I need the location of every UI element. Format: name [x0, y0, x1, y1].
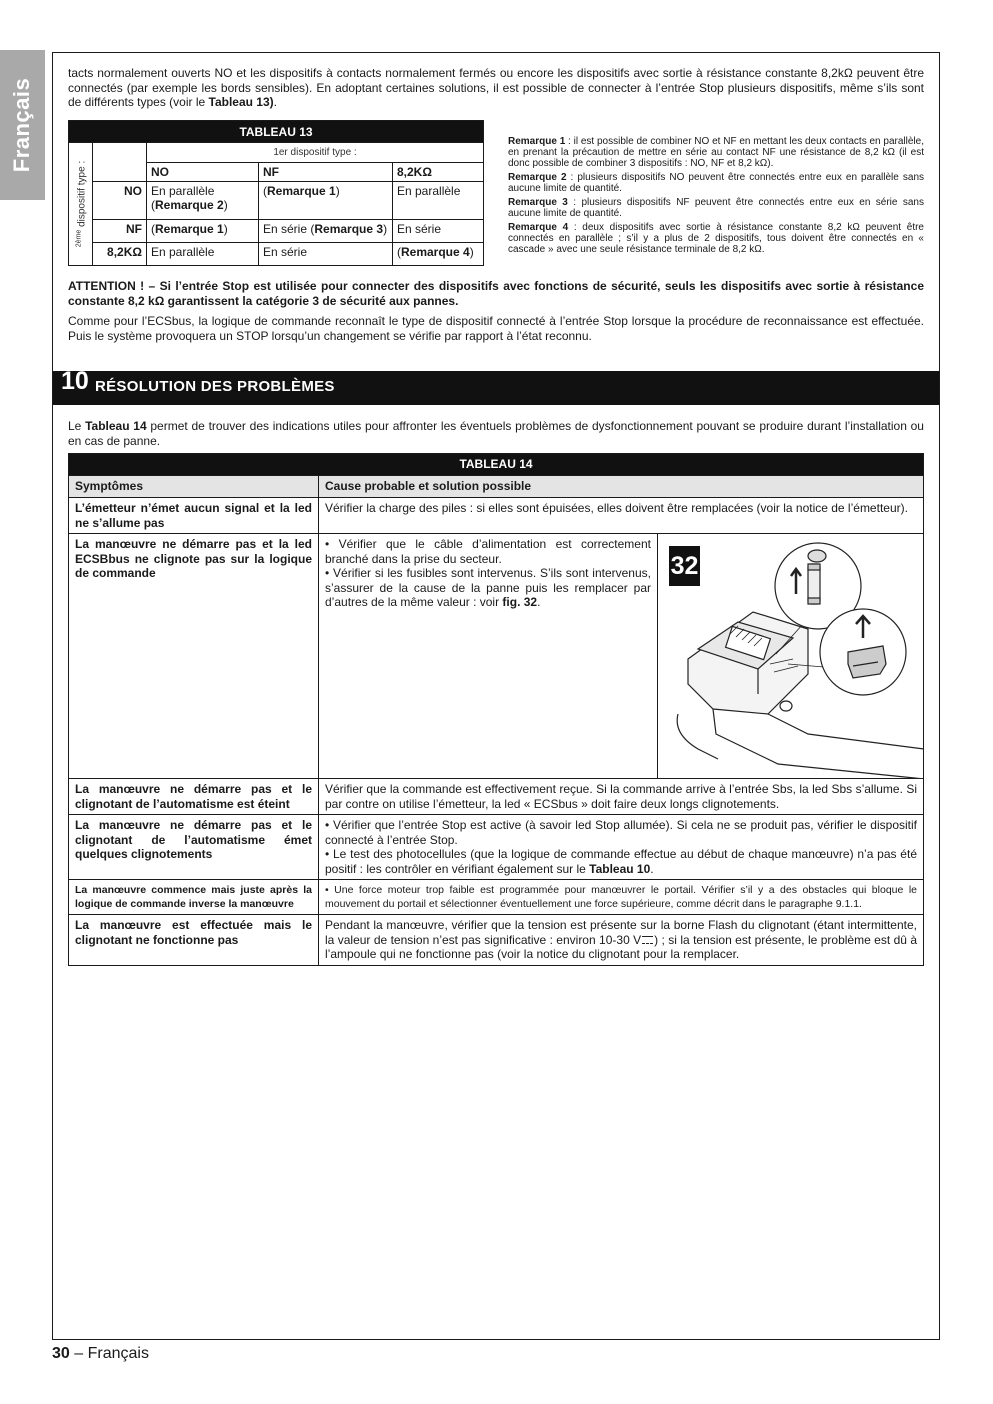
- table-row: [69, 815, 924, 880]
- table-cell: En parallèle: [393, 182, 484, 220]
- col-header-82k: 8,2KΩ: [393, 163, 484, 182]
- remark-3: Remarque 3 : plusieurs dispositifs NF peuvent être connectés entre eux en série sans aucune limite de quantité.: [508, 197, 924, 219]
- col-header-solution: Cause probable et solution possible: [319, 476, 924, 498]
- solution-cell: • Vérifier que le câble d’alimentation est correctement branché dans la prise du secteur. • Vérifier si les fusibles sont intervenus. S’ils sont intervenus, s’assurer de la cause de la panne puis les remplacer par d’autres de la même valeur : voir fig. 32.: [319, 534, 658, 779]
- col-header-symptoms: Symptômes: [69, 476, 319, 498]
- solution-cell: • Vérifier que l’entrée Stop est active (à savoir led Stop allumée). Si cela ne se produit pas, vérifier le dispositif connecté à l’entrée Stop. • Le test des photocellules (que la logique de commande effectue au début de chaque manœuvre) n’a pas été positif : les contrôler en vérifiant également sur le Tableau 10.: [319, 815, 924, 880]
- symptom-cell: La manœuvre ne démarre pas et le clignotant de l’automatisme émet quelques clignotements: [69, 815, 319, 880]
- row-header-no: NO: [93, 182, 147, 220]
- page-number: 30: [52, 1345, 70, 1362]
- row-header-nf: NF: [93, 220, 147, 243]
- dc-symbol-icon: [642, 936, 653, 944]
- remarks-block: [508, 136, 924, 258]
- table-13: [68, 120, 484, 266]
- table-row: [69, 880, 924, 915]
- symptom-cell: La manœuvre ne démarre pas et le clignotant de l’automatisme est éteint: [69, 779, 319, 815]
- intro-paragraph: tacts normalement ouverts NO et les dispositifs à contacts normalement fermés ou encore les dispositifs avec sortie à résistance constante 8,2kΩ peuvent être connectés (par exemple les bords sensibles). En adoptant certaines solutions, il est possible de connecter à l’entrée Stop plusieurs dispositifs, même s’ils sont de différents types (voir le Tableau 13).: [68, 66, 924, 109]
- page-footer: 30 – Français: [52, 1345, 149, 1362]
- table-row: [69, 779, 924, 815]
- table-cell: En série (Remarque 3): [259, 220, 393, 243]
- table-row: [69, 220, 484, 243]
- table-cell: En parallèle: [147, 243, 259, 266]
- symptom-cell: La manœuvre ne démarre pas et la led ECSBbus ne clignote pas sur la logique de commande: [69, 534, 319, 779]
- solution-cell: Vérifier que la commande est effectivement reçue. Si la commande arrive à l’entrée Sbs, la led Sbs s’allume. Si par contre on utilise l’émetteur, la led « ECSbus » doit faire deux longs clignotements.: [319, 779, 924, 815]
- solution-cell: • Une force moteur trop faible est programmée pour manœuvrer le portail. Vérifier s’il y a des obstacles qui bloque le mouvement du portail et sélectionner éventuellement une force supérieure, comme décrit dans le paragraphe 9.1.1.: [319, 880, 924, 915]
- table-row: [69, 915, 924, 966]
- figure-32: [658, 534, 924, 779]
- remark-4: Remarque 4 : deux dispositifs avec sortie à résistance constante 8,2 kΩ peuvent être connectés en parallèle ; s’il y a plus de 2 dispositifs, tous doivent être connectés en « cascade » avec une seule résistance terminale de 8,2 kΩ.: [508, 222, 924, 255]
- second-device-label: $^{2ème}$ dispositif type :: [69, 143, 93, 266]
- table-cell: En série: [393, 220, 484, 243]
- table-cell: (Remarque 1): [259, 182, 393, 220]
- symptom-cell: La manœuvre est effectuée mais le clignotant ne fonctionne pas: [69, 915, 319, 966]
- table-14: [68, 453, 924, 966]
- table-row: [69, 534, 924, 779]
- table-cell: (Remarque 4): [393, 243, 484, 266]
- first-device-label: 1er dispositif type :: [147, 143, 484, 163]
- table-row: [69, 498, 924, 534]
- table-cell: En parallèle (Remarque 2): [147, 182, 259, 220]
- language-tab-label: Français: [8, 77, 34, 173]
- table-cell: (Remarque 1): [147, 220, 259, 243]
- solution-cell: Vérifier la charge des piles : si elles sont épuisées, elles doivent être remplacées (voir la notice de l’émetteur).: [319, 498, 924, 534]
- table-13-title: TABLEAU 13: [69, 121, 484, 143]
- col-header-no: NO: [147, 163, 259, 182]
- language-tab: [0, 50, 45, 200]
- col-header-nf: NF: [259, 163, 393, 182]
- symptom-cell: La manœuvre commence mais juste après la logique de commande inverse la manœuvre: [69, 880, 319, 915]
- section-title: RÉSOLUTION DES PROBLÈMES: [95, 378, 335, 395]
- remark-2: Remarque 2 : plusieurs dispositifs NO peuvent être connectés entre eux en parallèle sans aucune limite de quantité.: [508, 172, 924, 194]
- row-header-82k: 8,2KΩ: [93, 243, 147, 266]
- table-row: [69, 182, 484, 220]
- table-14-title: TABLEAU 14: [69, 454, 924, 476]
- section-heading: [53, 367, 939, 405]
- section-intro: Le Tableau 14 permet de trouver des indications utiles pour affronter les éventuels problèmes de dysfonctionnement pouvant se produire durant l’installation ou en cas de panne.: [68, 419, 924, 448]
- figure-number: 32: [669, 546, 700, 586]
- corner-cell: [93, 143, 147, 182]
- ecsbus-paragraph: Comme pour l’ECSbus, la logique de commande reconnaît le type de dispositif connecté à l’entrée Stop lorsque la procédure de reconnaissance est effectuée. Puis le système provoquera un STOP lorsqu’un changement se vérifie par rapport à l’état reconnu.: [68, 314, 924, 343]
- remark-1: Remarque 1 : il est possible de combiner NO et NF en mettant les deux contacts en parallèle, en prenant la précaution de mettre en série au contact NF une résistance de 8,2 kΩ (il est donc possible de combiner 3 dispositifs : NO, NF et 8,2 kΩ).: [508, 136, 924, 169]
- table-cell: En série: [259, 243, 393, 266]
- section-number: 10: [61, 367, 89, 395]
- solution-cell: Pendant la manœuvre, vérifier que la tension est présente sur la borne Flash du clignotant (étant intermittente, la valeur de tension n’est pas significative : environ 10-30 V ) ; si la tension est présente, le problème est dû à l’ampoule qui ne fonctionne pas (voir la notice du clignotant pour la remplacer.: [319, 915, 924, 966]
- table-row: [69, 243, 484, 266]
- attention-note: ATTENTION ! – Si l’entrée Stop est utilisée pour connecter des dispositifs avec fonctions de sécurité, seuls les dispositifs avec sortie à résistance constante 8,2 kΩ garantissent la catégorie 3 de sécurité aux pannes.: [68, 279, 924, 308]
- symptom-cell: L’émetteur n’émet aucun signal et la led ne s’allume pas: [69, 498, 319, 534]
